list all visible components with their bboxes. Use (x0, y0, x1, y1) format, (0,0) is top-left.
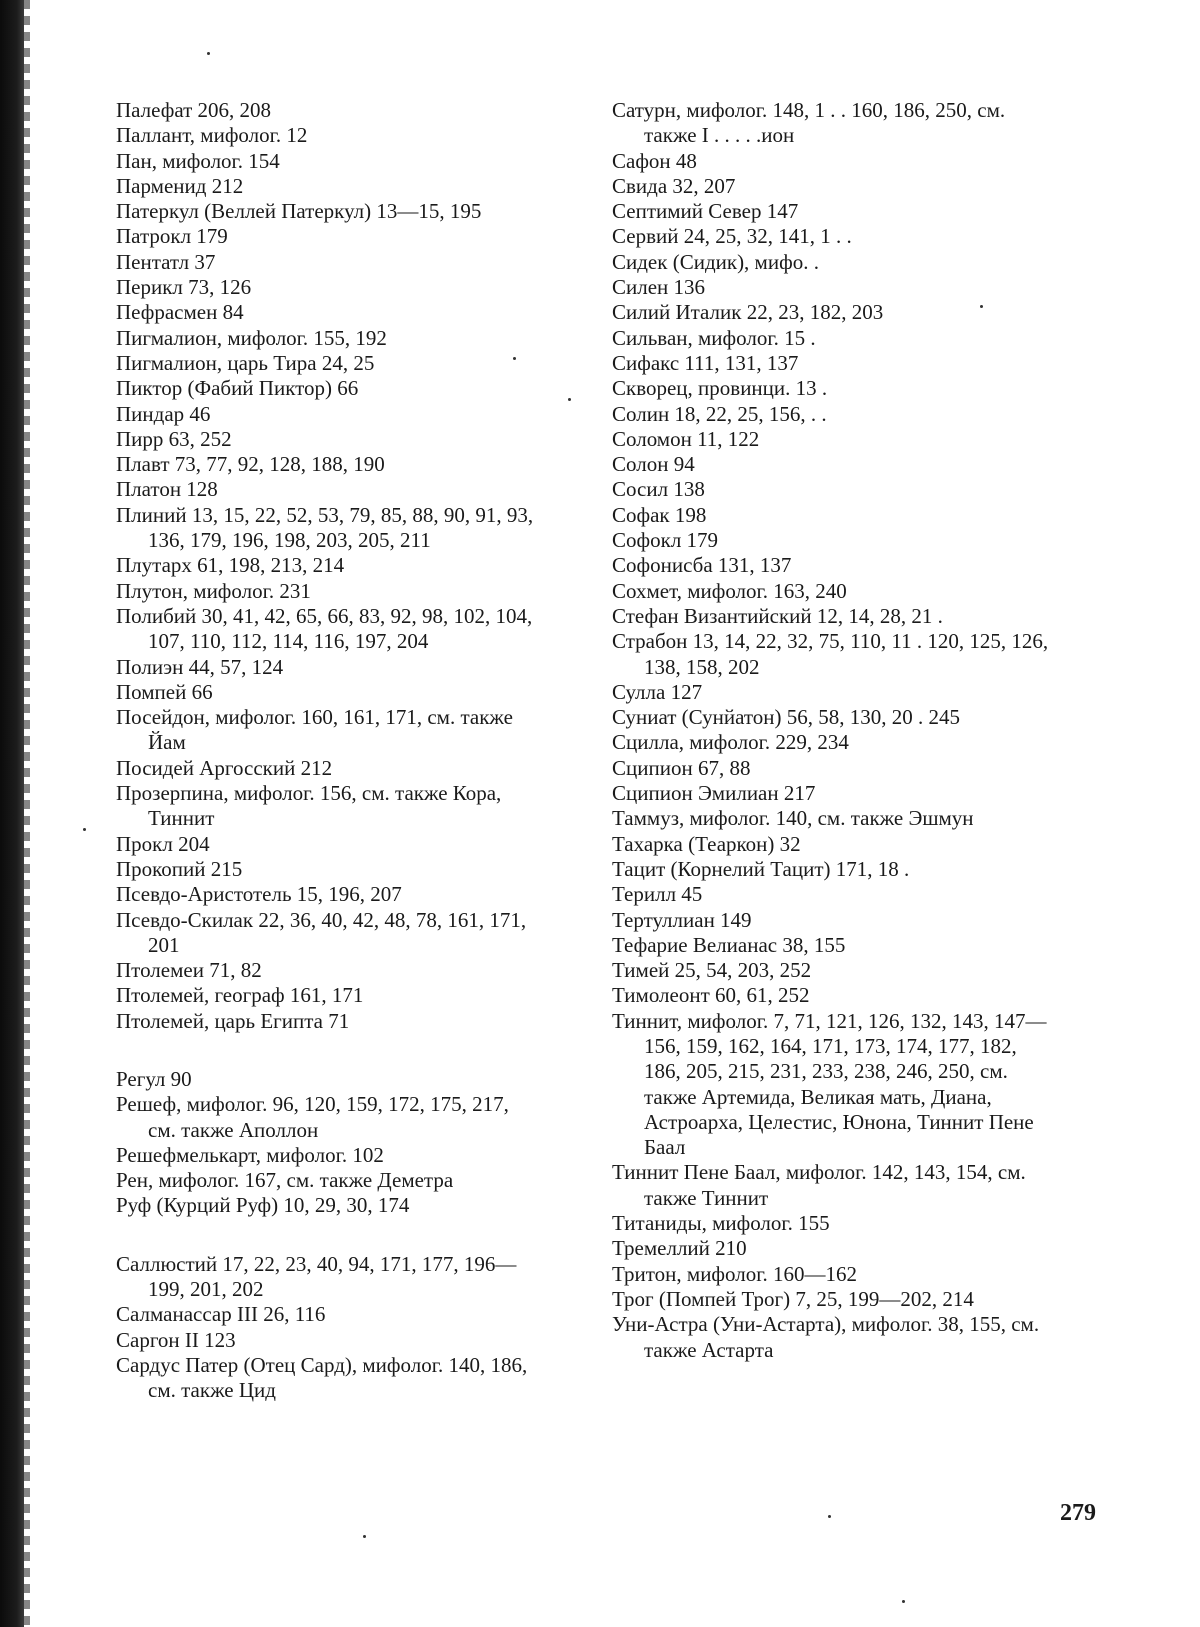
index-entry: Плавт 73, 77, 92, 128, 188, 190 (116, 452, 385, 477)
page-binding-edge (0, 0, 24, 1627)
index-entry: Посейдон, мифолог. 160, 161, 171, см. также Йам (116, 705, 513, 755)
index-entry: Псевдо-Аристотель 15, 196, 207 (116, 882, 402, 907)
index-entry: Пан, мифолог. 154 (116, 148, 280, 173)
index-entry: Софак 198 (612, 502, 707, 527)
index-entry: Сафон 48 (612, 148, 697, 173)
index-entry: Титаниды, мифолог. 155 (612, 1211, 830, 1236)
page-number: 279 (1060, 1500, 1096, 1526)
index-entry: Тиннит Пене Баал, мифолог. 142, 143, 154, см. также Тиннит (612, 1160, 1026, 1210)
index-entry: Решеф, мифолог. 96, 120, 159, 172, 175, 217, см. также Аполлон (116, 1092, 509, 1142)
index-entry: Соломон 11, 122 (612, 426, 760, 451)
index-entry: Силен 136 (612, 275, 706, 300)
index-entry: Сардус Патер (Отец Сард), мифолог. 140, 186, см. также Цид (116, 1352, 528, 1403)
index-entry: Плутон, мифолог. 231 (116, 578, 311, 603)
index-entry: Руф (Курций Руф) 10, 29, 30, 174 (116, 1193, 410, 1218)
index-entry: Скворец, провинци. 13 . (612, 376, 828, 401)
index-entry: Тритон, мифолог. 160—162 (612, 1261, 857, 1286)
index-entry: Салманассар III 26, 116 (116, 1302, 326, 1327)
index-entry: Саргон II 123 (116, 1327, 236, 1352)
index-entry: Суниат (Сунйатон) 56, 58, 130, 20 . 245 (612, 705, 961, 730)
index-entry: Плутарх 61, 198, 213, 214 (116, 553, 345, 578)
index-entry: Сципион Эмилиан 217 (612, 781, 816, 806)
index-entry: Перикл 73, 126 (116, 275, 252, 300)
index-entry: Софонисба 131, 137 (612, 553, 792, 578)
index-entry: Софокл 179 (612, 528, 719, 553)
index-entry: Саллюстий 17, 22, 23, 40, 94, 171, 177, 196—199, 201, 202 (116, 1251, 517, 1302)
index-entry: Тертуллиан 149 (612, 907, 752, 932)
index-entry: Рен, мифолог. 167, см. также Деметра (116, 1168, 454, 1193)
index-entry: Сатурн, мифолог. 148, 1 . . 160, 186, 250, см. также I . . . . .ион (612, 98, 1006, 148)
index-entry: Посидей Аргосский 212 (116, 755, 333, 780)
index-entry: Стефан Византийский 12, 14, 28, 21 . (612, 603, 943, 628)
index-entry: Тремеллий 210 (612, 1236, 747, 1261)
index-entry: Решефмелькарт, мифолог. 102 (116, 1142, 384, 1167)
index-entry: Птолемей, царь Египта 71 (116, 1008, 350, 1033)
index-entry: Сципион 67, 88 (612, 755, 751, 780)
print-speck (363, 1535, 366, 1538)
index-entry: Пигмалион, царь Тира 24, 25 (116, 350, 375, 375)
index-entry: Тацит (Корнелий Тацит) 171, 18 . (612, 856, 910, 881)
print-speck (568, 398, 571, 401)
index-entry: Сосил 138 (612, 477, 705, 502)
index-entry: Трог (Помпей Трог) 7, 25, 199—202, 214 (612, 1286, 974, 1311)
index-entry: Прокл 204 (116, 831, 210, 856)
index-entry: Псевдо-Скилак 22, 36, 40, 42, 48, 78, 161, 171, 201 (116, 907, 527, 957)
print-speck (83, 828, 86, 831)
index-entry: Терилл 45 (612, 882, 703, 907)
index-entry: Пиндар 46 (116, 401, 211, 426)
print-speck (902, 1600, 905, 1603)
index-entry: Плиний 13, 15, 22, 52, 53, 79, 85, 88, 90, 91, 93, 136, 179, 196, 198, 203, 205, 211 (116, 502, 534, 553)
index-entry: Силий Италик 22, 23, 182, 203 (612, 300, 884, 325)
index-entry: Тахарка (Теаркон) 32 (612, 831, 801, 856)
index-entry: Птолемей, географ 161, 171 (116, 983, 364, 1008)
index-entry: Полиэн 44, 57, 124 (116, 654, 284, 679)
index-entry: Таммуз, мифолог. 140, см. также Эшмун (612, 806, 974, 831)
print-speck (980, 305, 983, 308)
index-entry: Септимий Север 147 (612, 199, 799, 224)
index-entry: Сервий 24, 25, 32, 141, 1 . . (612, 224, 852, 249)
index-entry: Пигмалион, мифолог. 155, 192 (116, 325, 387, 350)
index-entry: Парменид 212 (116, 173, 244, 198)
index-entry: Сифакс 111, 131, 137 (612, 350, 799, 375)
index-entry: Свида 32, 207 (612, 173, 736, 198)
index-entry: Уни-Астра (Уни-Астарта), мифолог. 38, 155, см. также Астарта (612, 1312, 1040, 1362)
index-entry: Паллант, мифолог. 12 (116, 123, 308, 148)
index-entry: Палефат 206, 208 (116, 98, 272, 122)
index-entry: Сильван, мифолог. 15 . (612, 325, 816, 350)
index-entry: Тиннит, мифолог. 7, 71, 121, 126, 132, 143, 147—156, 159, 162, 164, 171, 173, 174, 177, 182, 186, 205, 215, 231, 233, 238, 246, 250, см. также Артемида, Великая мать, Диана, Астроарха, Целестис, Юнона, Тиннит Пене Баал (612, 1008, 1047, 1160)
letter-group-gap (116, 1034, 536, 1067)
print-speck (513, 357, 516, 360)
index-entry: Патрокл 179 (116, 224, 228, 249)
index-entry: Сулла 127 (612, 679, 703, 704)
index-entry: Полибий 30, 41, 42, 65, 66, 83, 92, 98, 102, 104, 107, 110, 112, 114, 116, 197, 204 (116, 603, 533, 654)
index-entry: Сцилла, мифолог. 229, 234 (612, 730, 849, 755)
index-entry: Прозерпина, мифолог. 156, см. также Кора, Тиннит (116, 781, 502, 831)
index-column-left (116, 98, 536, 1404)
index-entry: Помпей 66 (116, 679, 213, 704)
index-entry: Тимей 25, 54, 203, 252 (612, 958, 812, 983)
index-column-right (612, 98, 1052, 1363)
index-entry: Тимолеонт 60, 61, 252 (612, 983, 810, 1008)
index-entry: Сидек (Сидик), мифо. . (612, 249, 819, 274)
index-entry: Тефарие Велианас 38, 155 (612, 932, 846, 957)
print-speck (828, 1515, 831, 1518)
letter-group-gap (116, 1219, 536, 1252)
index-entry: Прокопий 215 (116, 856, 243, 881)
index-entry: Регул 90 (116, 1066, 192, 1091)
index-entry: Птолемеи 71, 82 (116, 958, 262, 983)
index-entry: Солин 18, 22, 25, 156, . . (612, 401, 827, 426)
index-entry: Патеркул (Веллей Патеркул) 13—15, 195 (116, 199, 482, 224)
index-entry: Платон 128 (116, 477, 218, 502)
index-entry: Пентатл 37 (116, 249, 216, 274)
index-entry: Пирр 63, 252 (116, 426, 232, 451)
index-entry: Сохмет, мифолог. 163, 240 (612, 578, 847, 603)
print-speck (207, 52, 210, 55)
index-entry: Солон 94 (612, 452, 695, 477)
index-entry: Пиктор (Фабий Пиктор) 66 (116, 376, 359, 401)
index-entry: Страбон 13, 14, 22, 32, 75, 110, 11 . 120, 125, 126, 138, 158, 202 (612, 629, 1049, 679)
index-entry: Пефрасмен 84 (116, 300, 244, 325)
